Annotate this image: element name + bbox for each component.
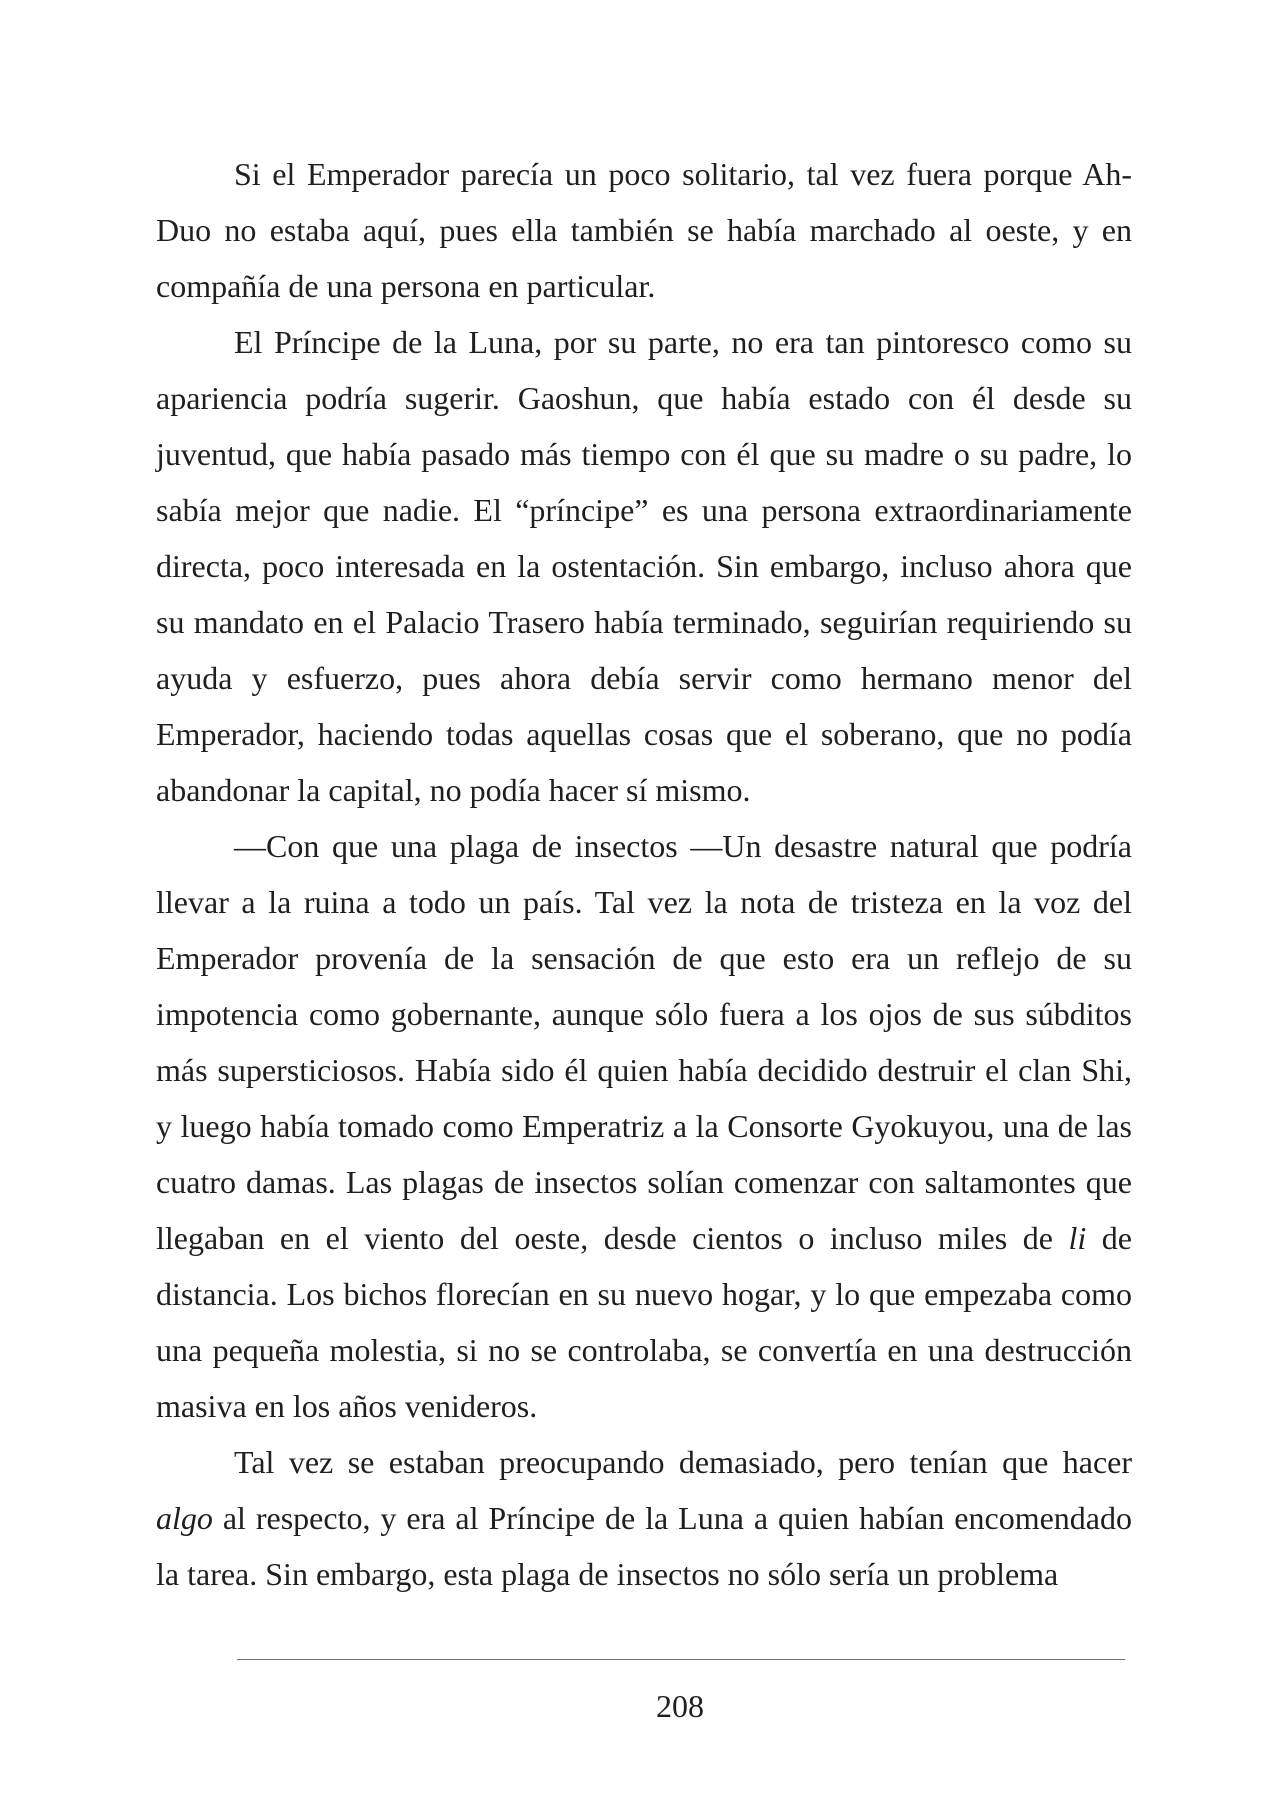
paragraph-text: de distancia. Los bichos florecían en su nuevo hogar, y lo que empezaba como una pequeña molestia, si no se controlaba, se convertía en una destrucción masiva en los años venideros. [156,1220,1133,1424]
footer-divider [237,1659,1125,1660]
paragraph-text: El Príncipe de la Luna, por su parte, no era tan pintoresco como su apariencia podría sugerir. Gaoshun, que había estado con él desde su juventud, que había pasado más tiempo con él que su madre o su padre, lo sabía mejor que nadie. El “príncipe” es una persona extraordinariamente directa, poco interesada en la ostentación. Sin embargo, incluso ahora que su mandato en el Palacio Trasero había terminado, seguirían requiriendo su ayuda y esfuerzo, pues ahora debía servir como hermano menor del Emperador, haciendo todas aquellas cosas que el soberano, que no podía abandonar la capital, no podía hacer sí mismo. [156,324,1132,808]
paragraph [156,146,1132,314]
page-body-text [156,146,1132,1602]
paragraph-text: Si el Emperador parecía un poco solitario, tal vez fuera porque Ah-Duo no estaba aquí, pues ella también se había marchado al oeste, y en compañía de una persona en particular. [156,156,1132,304]
page-number: 208 [656,1688,704,1724]
paragraph-text: —Con que una plaga de insectos —Un desastre natural que podría llevar a la ruina a todo un país. Tal vez la nota de tristeza en la voz del Emperador provenía de la sensación de que esto era un reflejo de su impotencia como gobernante, aunque sólo fuera a los ojos de sus súbditos más supersticiosos. Había sido él quien había decidido destruir el clan Shi, y luego había tomado como Emperatriz a la Consorte Gyokuyou, una de las cuatro damas. Las plagas de insectos solían comenzar con saltamontes que llegaban en el viento del oeste, desde cientos o incluso miles de [156,828,1132,1256]
paragraph [156,314,1132,818]
paragraph [156,1434,1132,1602]
italic-term: li [1068,1220,1087,1256]
paragraph-text: Tal vez se estaban preocupando demasiado, pero tenían que hacer [234,1444,1132,1480]
paragraph [156,818,1132,1434]
paragraph-text: al respecto, y era al Príncipe de la Luna a quien habían encomendado la tarea. Sin embargo, esta plaga de insectos no sólo sería un problema [156,1500,1132,1592]
italic-emphasis: algo [156,1500,213,1536]
